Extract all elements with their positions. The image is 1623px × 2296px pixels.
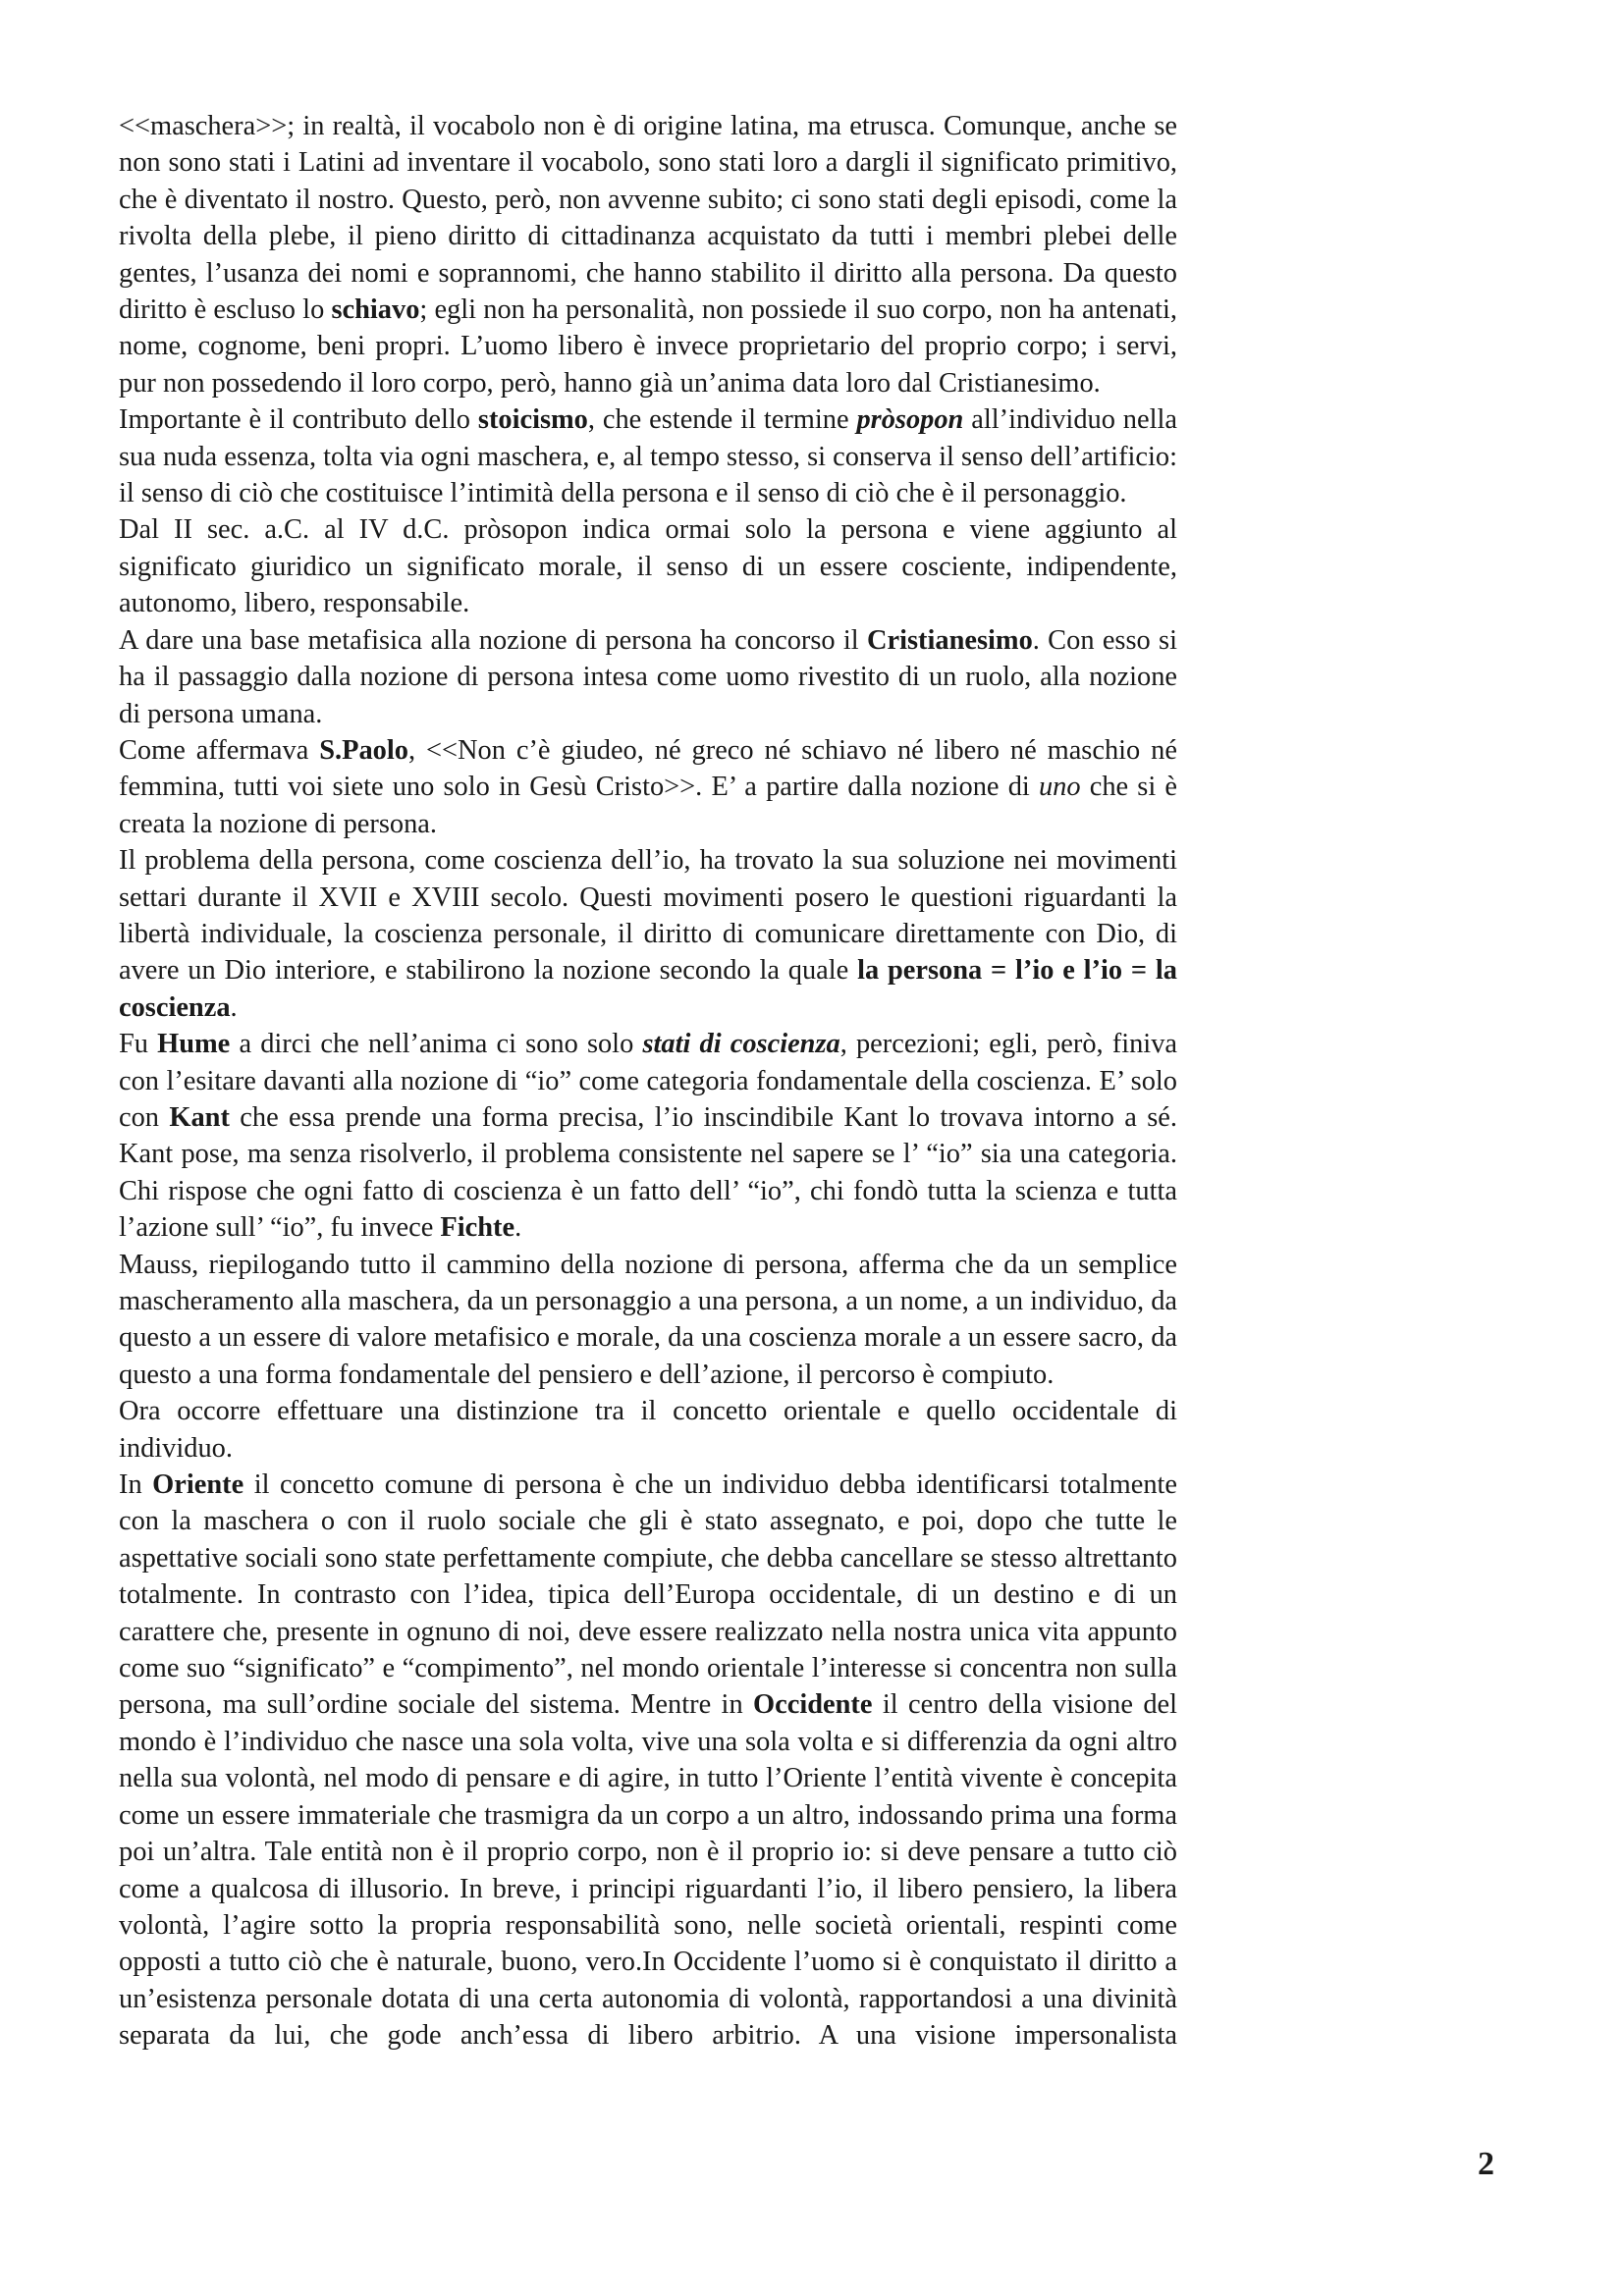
term-hume: Hume xyxy=(157,1029,231,1060)
text-segment: A dare una base metafisica alla nozione di persona ha concorso il xyxy=(119,624,868,656)
text-segment: Ora occorre effettuare una distinzione tra il concetto orientale e quello occidentale di individuo. xyxy=(119,1396,1177,1464)
term-stoicismo: stoicismo xyxy=(477,404,588,436)
paragraph-distinzione xyxy=(119,1393,1177,1467)
text-segment: il centro della visione del mondo è l’individuo che nasce una sola volta, vive una sola volta e si differenzia da ogni altro nella sua volontà, nel modo di pensare e di agire, in tutto l’Oriente l’entità vivente è concepita come un essere immateriale che trasmigra da un corpo a un altro, indossando prima una forma poi un’altra. Tale entità non è il proprio corpo, non è il proprio io: si deve pensare a tutto ciò come a qualcosa di illusorio. In breve, i principi riguardanti l’io, il libero pensiero, la libera volontà, l’agire sotto la propria responsabilità sono, nelle società orientali, respinti come opposti a tutto ciò che è naturale, buono, vero.In Occidente l’uomo si è conquistato il diritto a un’esistenza personale dotata di una certa autonomia di volontà, rapportandosi a una divinità separata da lui, che gode anch’essa di libero arbitrio. A una visione impersonalista xyxy=(119,1689,1178,2052)
text-segment: a dirci che nell’anima ci sono solo xyxy=(230,1029,643,1060)
paragraph-stoicismo xyxy=(119,401,1177,511)
paragraph-movimenti-settari xyxy=(119,842,1177,1026)
text-segment: che si è creata la nozione di persona. xyxy=(119,772,1177,839)
term-cristianesimo: Cristianesimo xyxy=(867,624,1033,656)
text-segment: <<maschera>>; in realtà, il vocabolo non è di origine latina, ma etrusca. Comunque, anche se non sono stati i Latini ad inventare il vocabolo, sono stati loro a dargli il significato primitivo, che è diventato il nostro. Questo, però, non avvenne subito; ci sono stati degli episodi, come la rivolta della plebe, il pieno diritto di cittadinanza acquistato da tutti i membri plebei delle gentes, l’usanza dei nomi e soprannomi, che hanno stabilito il diritto alla persona. Da questo diritto è escluso lo xyxy=(119,111,1177,326)
paragraph-cristianesimo xyxy=(119,622,1177,732)
text-segment: Il problema della persona, come coscienza dell’io, ha trovato la sua soluzione nei movimenti settari durante il XVII e XVIII secolo. Questi movimenti posero le questioni riguardanti la libertà individuale, la coscienza personale, il diritto di comunicare direttamente con Dio, di avere un Dio interiore, e stabilirono la nozione secondo la quale xyxy=(119,845,1177,987)
text-segment: all’individuo nella sua nuda essenza, tolta via ogni maschera, e, al tempo stesso, si conserva il senso dell’artificio: il senso di ciò che costituisce l’intimità della persona e il senso di ciò che è il personaggio. xyxy=(119,404,1177,509)
term-prosopon: pròsopon xyxy=(856,404,964,436)
text-segment: Fu xyxy=(119,1029,158,1060)
text-segment: Importante è il contributo dello xyxy=(119,404,478,436)
text-segment: , percezioni; egli, però, finiva con l’esitare davanti alla nozione di “io” come categoria fondamentale della coscienza. E’ solo con xyxy=(119,1029,1177,1133)
body-text xyxy=(119,108,1177,2055)
paragraph-hume-kant-fichte xyxy=(119,1026,1177,1246)
text-segment: il concetto comune di persona è che un individuo debba identificarsi totalmente con la maschera o con il ruolo sociale che gli è stato assegnato, e poi, dopo che tutte le aspettative sociali sono state perfettamente compiute, che debba cancellare se stesso altrettanto totalmente. In contrasto con l’idea, tipica dell’Europa occidentale, di un destino e di un carattere che, presente in ognuno di noi, deve essere realizzato nella nostra unica vita appunto come suo “significato” e “compimento”, nel mondo orientale l’interesse si concentra non sulla persona, ma sull’ordine sociale del sistema. Mentre in xyxy=(119,1469,1177,1721)
paragraph-maschera xyxy=(119,108,1177,401)
text-segment: In xyxy=(119,1469,153,1501)
paragraph-oriente-occidente xyxy=(119,1467,1177,2055)
text-segment: Come affermava xyxy=(119,734,320,766)
term-fichte: Fichte xyxy=(440,1212,515,1244)
term-persona-io-coscienza: la persona = l’io e l’io = la coscienza xyxy=(119,955,1177,1023)
term-stati-di-coscienza: stati di coscienza xyxy=(642,1029,840,1060)
text-segment: , <<Non c’è giudeo, né greco né schiavo né libero né maschio né femmina, tutti voi siete uno solo in Gesù Cristo>>. E’ a partire dalla nozione di xyxy=(119,734,1177,803)
text-segment: . xyxy=(514,1212,522,1244)
text-segment: . Con esso si ha il passaggio dalla nozione di persona intesa come uomo rivestito di un ruolo, alla nozione di persona umana. xyxy=(119,624,1177,729)
term-s-paolo: S.Paolo xyxy=(319,734,408,766)
term-uno: uno xyxy=(1038,772,1081,803)
text-segment: che essa prende una forma precisa, l’io inscindibile Kant lo trovava intorno a sé. Kant pose, ma senza risolverlo, il problema consistente nel sapere se l’ “io” sia una categoria. Chi rispose che ogni fatto di coscienza è un fatto dell’ “io”, chi fondò tutta la scienza e tutta l’azione sull’ “io”, fu invece xyxy=(119,1101,1178,1244)
term-schiavo: schiavo xyxy=(331,294,420,326)
text-segment: Mauss, riepilogando tutto il cammino della nozione di persona, afferma che da un semplice mascheramento alla maschera, da un personaggio a una persona, a un nome, a un individuo, da questo a un essere di valore metafisico e morale, da una coscienza morale a un essere sacro, da questo a una forma fondamentale del pensiero e dell’azione, il percorso è compiuto. xyxy=(119,1249,1177,1390)
page-number: 2 xyxy=(1478,2146,1494,2182)
text-segment: ; egli non ha personalità, non possiede il suo corpo, non ha antenati, nome, cognome, beni propri. L’uomo libero è invece proprietario del proprio corpo; i servi, pur non possedendo il loro corpo, però, hanno già un’anima data loro dal Cristianesimo. xyxy=(119,294,1177,399)
paragraph-mauss xyxy=(119,1247,1177,1394)
paragraph-prosopon-morale xyxy=(119,511,1177,621)
text-segment: . xyxy=(230,991,238,1023)
text-segment: , che estende il termine xyxy=(587,404,857,436)
text-segment: Dal II sec. a.C. al IV d.C. pròsopon indica ormai solo la persona e viene aggiunto al significato giuridico un significato morale, il senso di un essere cosciente, indipendente, autonomo, libero, responsabile. xyxy=(119,514,1177,619)
term-oriente: Oriente xyxy=(152,1469,244,1501)
paragraph-san-paolo xyxy=(119,732,1177,842)
term-occidente: Occidente xyxy=(753,1689,873,1721)
term-kant: Kant xyxy=(169,1101,230,1133)
